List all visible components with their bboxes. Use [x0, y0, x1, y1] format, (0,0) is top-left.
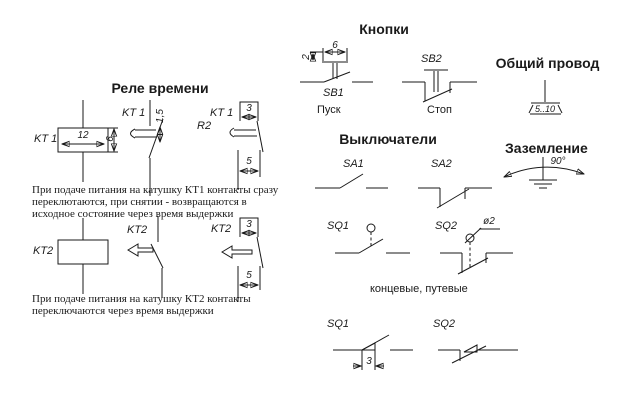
kt2-description-line1: При подаче питания на катушку КТ2 контакты [32, 293, 251, 305]
kt1-contact-gap-dim: 1,5 [154, 109, 166, 123]
kt2-coil-symbol [58, 218, 108, 294]
limit-switches-caption: концевые, путевые [370, 283, 468, 295]
sq2-label: SQ2 [435, 220, 458, 232]
sq2-switch-symbol [440, 228, 513, 274]
common-wire-title: Общий провод [495, 55, 600, 71]
kt1-changeover-ref-label: R2 [197, 120, 212, 132]
common-wire-dim: 5..10 [534, 104, 556, 114]
sb1-caption: Пуск [317, 104, 341, 116]
kt1-description-line1: При подаче питания на катушку КТ1 контакты сразу [32, 184, 279, 196]
sb2-label: SB2 [421, 53, 442, 65]
sa2-switch-symbol [418, 188, 492, 208]
sb1-height-dim: 2 [300, 54, 312, 60]
switches-section-title: Выключатели [339, 131, 437, 147]
kt1-changeover-bottom-dim: 5 [246, 156, 252, 167]
kt1-coil-height-dim: 6 [104, 136, 116, 142]
sa1-switch-symbol [315, 174, 388, 188]
sa2-label: SA2 [431, 158, 452, 170]
kt1-description-line3: исходное состояние через время выдержки [32, 208, 234, 220]
sq2-limit-switch-symbol [438, 345, 518, 363]
ground-angle-dim: 90° [550, 156, 566, 167]
sq2-roller-dim: ø2 [483, 216, 495, 227]
kt1-changeover-label: KT 1 [210, 107, 234, 119]
kt2-changeover-bottom-dim: 5 [246, 270, 252, 281]
sb1-label: SB1 [323, 87, 344, 99]
ground-symbol [504, 157, 584, 188]
sb1-width-dim: 6 [332, 40, 338, 51]
kt2-changeover-label: KT2 [211, 223, 232, 235]
kt2-contact-label: KT2 [127, 224, 148, 236]
kt1-coil-label: KT 1 [34, 133, 58, 145]
kt1-changeover-contact-symbol [230, 102, 263, 190]
sb2-button-symbol [402, 70, 477, 102]
kt1-coil-width-dim: 12 [77, 130, 89, 141]
relay-section-title: Реле времени [111, 80, 209, 96]
kt2-changeover-top-dim: 3 [246, 219, 252, 230]
kt2-coil-label: KT2 [33, 245, 54, 257]
sq2-limit-label: SQ2 [433, 318, 456, 330]
sq1-limit-dim: 3 [366, 356, 372, 367]
kt1-description-line2: переклютаются, при снятии - возвращаются в [32, 196, 247, 208]
buttons-section-title: Кнопки [359, 21, 409, 37]
kt2-description-line2: переключаются через время выдержки [32, 305, 214, 317]
sa1-label: SA1 [343, 158, 364, 170]
sb2-caption: Стоп [427, 104, 452, 116]
kt1-changeover-top-dim: 3 [246, 103, 252, 114]
sq1-label: SQ1 [327, 220, 350, 232]
sq1-limit-label: SQ1 [327, 318, 350, 330]
kt1-contact-label: KT 1 [122, 107, 146, 119]
ground-section-title: Заземление [505, 140, 588, 156]
